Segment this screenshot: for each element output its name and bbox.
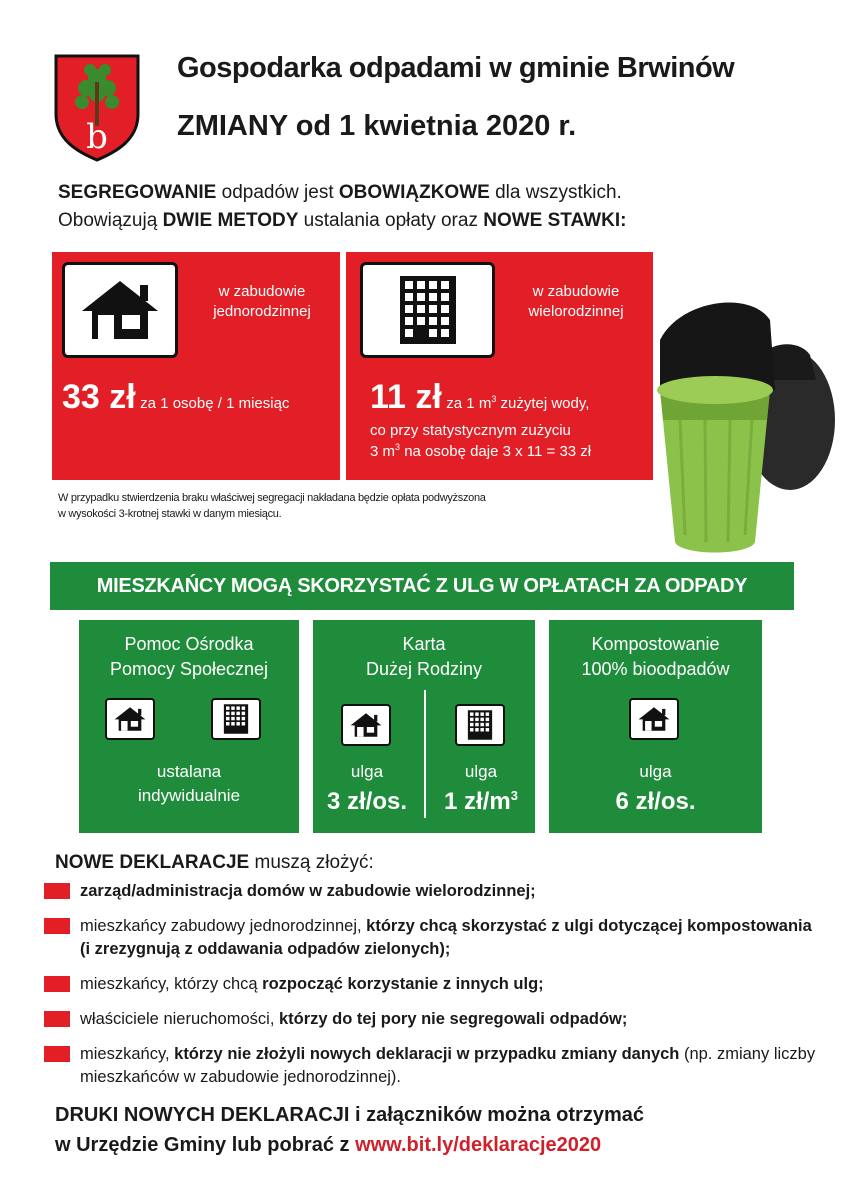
building-icon-frame	[360, 262, 495, 358]
house-icon	[105, 698, 155, 740]
declarations-link[interactable]: www.bit.ly/deklaracje2020	[355, 1134, 602, 1156]
apartment-building-icon	[211, 698, 261, 740]
bullet-marker	[44, 1011, 70, 1027]
list-item: mieszkańcy, którzy chcą rozpocząć korzystanie z innych ulg;	[44, 973, 824, 996]
single-family-label: w zabudowie jednorodzinnej	[213, 283, 311, 320]
relief-box-composting: Kompostowanie 100% bioodpadów ulga 6 zł/os.	[549, 620, 762, 833]
list-item: mieszkańcy zabudowy jednorodzinnej, którzy chcą skorzystać z ulgi dotyczącej kompostowania (i zrezygnują z oddawania odpadów zielonych);	[44, 915, 824, 961]
multi-family-label: w zabudowie wielorodzinnej	[528, 283, 624, 320]
single-family-price: 33 zł za 1 osobę / 1 miesiąc	[62, 378, 290, 416]
intro-line-2: Obowiązują DWIE METODY ustalania opłaty oraz NOWE STAWKI:	[58, 210, 627, 231]
house-icon	[341, 704, 391, 746]
penalty-note: W przypadku stwierdzenia braku właściwej segregacji nakładana będzie opłata podwyższona w wysokości 3-krotnej stawki w danym miesiącu.	[58, 492, 486, 520]
page-title: Gospodarka odpadami w gminie Brwinów	[177, 52, 735, 84]
relief-banner: MIESZKAŃCY MOGĄ SKORZYSTAĆ Z ULG W OPŁATACH ZA ODPADY	[50, 562, 794, 610]
footer-info: DRUKI NOWYCH DEKLARACJI i załączników można otrzymać w Urzędzie Gminy lub pobrać z www.bit.ly/deklaracje2020	[55, 1104, 644, 1156]
declarations-heading: NOWE DEKLARACJE muszą złożyć:	[55, 852, 374, 873]
multi-family-calc-line2: 3 $m^3$ na osobę daje 3 x 11 = 33 zł	[370, 442, 592, 460]
house-icon-frame	[62, 262, 178, 358]
list-item: zarząd/administracja domów w zabudowie wielorodzinnej;	[44, 880, 824, 903]
brwinow-crest-logo	[52, 52, 142, 162]
house-icon	[629, 698, 679, 740]
declarations-list	[44, 880, 824, 1101]
apartment-building-icon	[398, 274, 458, 346]
intro-line-1: SEGREGOWANIE odpadów jest OBOWIĄZKOWE dla wszystkich.	[58, 182, 622, 203]
kdr-single-value: 3 zł/os.	[326, 788, 408, 815]
relief-box-large-family-card: Karta Dużej Rodziny ulga 3 zł/os. ulga 1 $zł/m^3$	[313, 620, 535, 833]
multi-family-calc-line1: co przy statystycznym zużyciu	[370, 422, 571, 439]
waste-bin-illustration	[640, 280, 840, 560]
kdr-multi-value: 1 $zł/m^3$	[444, 788, 518, 815]
list-item: właściciele nieruchomości, którzy do tej pory nie segregowali odpadów;	[44, 1008, 824, 1031]
bullet-marker	[44, 883, 70, 899]
multi-family-price: 11 zł za 1 $m^3$ zużytej wody,	[370, 378, 590, 416]
bullet-marker	[44, 976, 70, 992]
rate-box-multi-family	[346, 252, 653, 480]
compost-value: 6 zł/os.	[615, 788, 696, 815]
divider	[424, 690, 426, 818]
relief-box-social-assistance: Pomoc Ośrodka Pomocy Społecznej ustalana indywidualnie	[79, 620, 299, 833]
apartment-building-icon	[455, 704, 505, 746]
list-item: mieszkańcy, którzy nie złożyli nowych deklaracji w przypadku zmiany danych (np. zmiany liczby mieszkańców w zabudowie jednorodzinnej).	[44, 1043, 824, 1089]
bullet-marker	[44, 918, 70, 934]
page-subtitle: ZMIANY od 1 kwietnia 2020 r.	[177, 110, 577, 142]
rate-box-single-family	[52, 252, 340, 480]
house-icon	[78, 277, 162, 343]
bullet-marker	[44, 1046, 70, 1062]
svg-text:b: b	[86, 117, 108, 157]
